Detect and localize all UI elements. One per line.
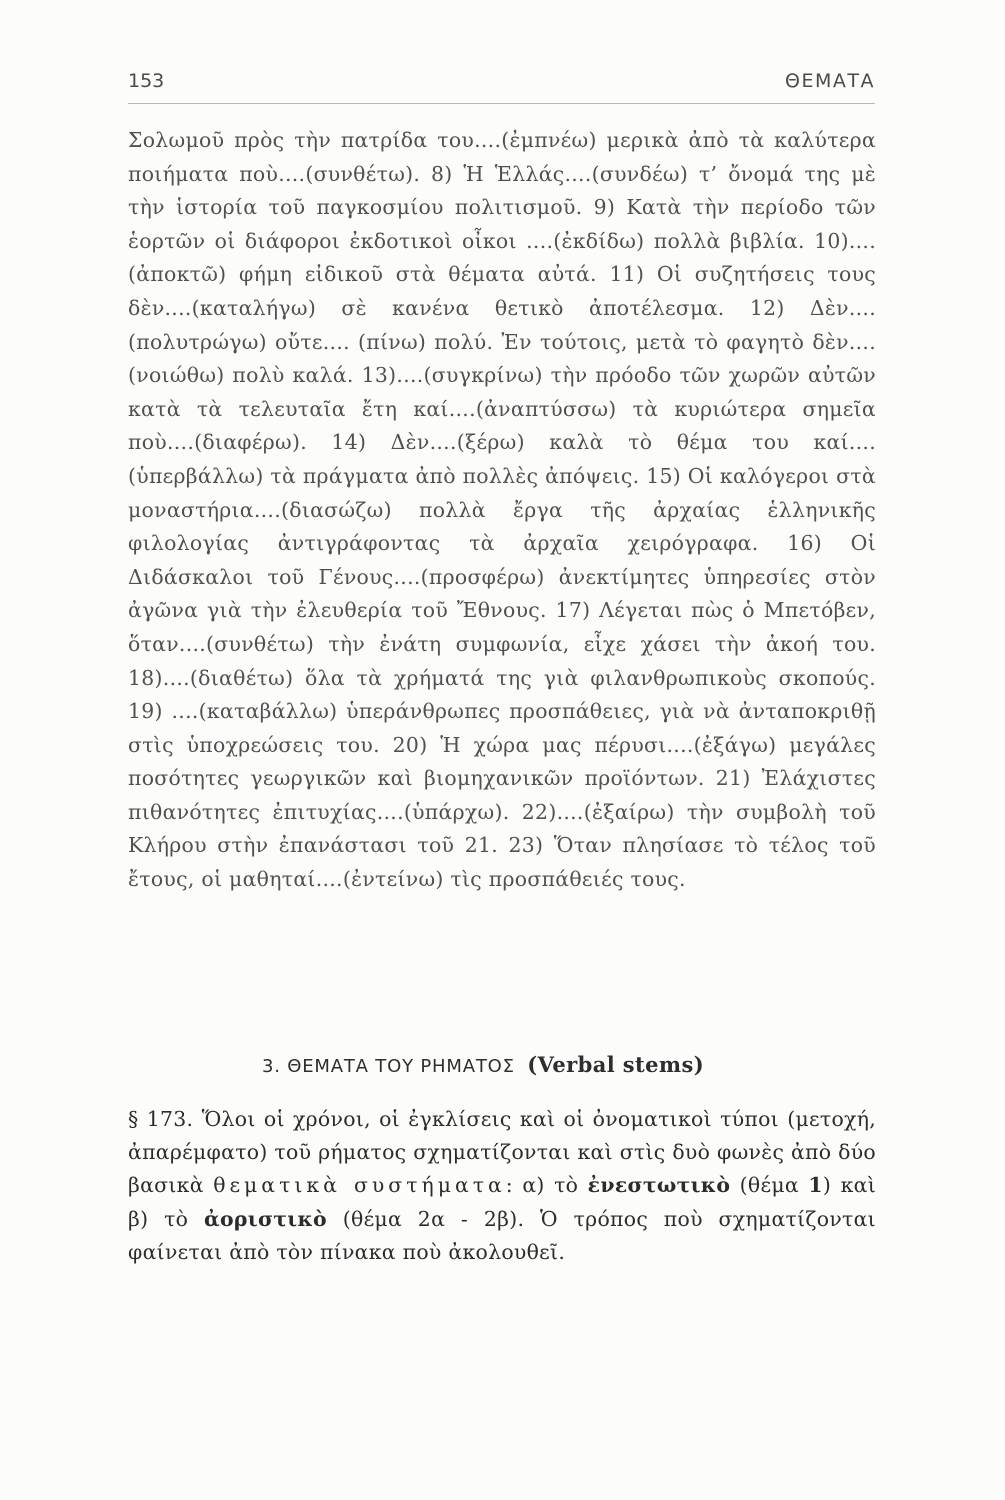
spaced-term: θεματικὰ συστήματα [213,1173,506,1198]
present-stem: (θέμα [739,1173,799,1198]
paragraph-173-lead: § 173. Ὅλοι οἱ χρόνοι, οἱ ἐγκλίσεις καὶ οἱ ὀνοματικοὶ τύποι (μετοχή, ἀπαρέμφατο) τοῦ ρήματος σχηματίζονται καὶ στὶς δυὸ φωνὲς ἀπὸ δύο βασικὰ [128,1107,876,1198]
after-term: : α) τὸ [505,1173,579,1198]
exercise-paragraph: Σολωμοῦ πρὸς τὴν πατρίδα του....(ἐμπνέω) μερικὰ ἀπὸ τὰ καλύτερα ποιήματα ποὺ....(συνθέτω). 8) Ἡ Ἑλλάς....(συνδέω) τ’ ὄνομά της μὲ τὴν ἱστορία τοῦ παγκοσμίου πολιτισμοῦ. 9) Κατὰ τὴν περίοδο τῶν ἑορτῶν οἱ διάφοροι ἐκδοτικοὶ οἶκοι ....(ἐκδίδω) πολλὰ βιβλία. 10)....(ἀποκτῶ) φήμη εἰδικοῦ στὰ θέματα αὐτά. 11) Οἱ συζητήσεις τους δὲν....(καταλήγω) σὲ κανένα θετικὸ ἀποτέλεσμα. 12) Δὲν....(πολυτρώγω) οὔτε.... (πίνω) πολύ. Ἐν τούτοις, μετὰ τὸ φαγητὸ δὲν....(νοιώθω) πολὺ καλά. 13)....(συγκρίνω) τὴν πρόοδο τῶν χωρῶν αὐτῶν κατὰ τὰ τελευταῖα ἔτη καί....(ἀναπτύσσω) τὰ κυριώτερα σημεῖα ποὺ....(διαφέρω). 14) Δὲν....(ξέρω) καλὰ τὸ θέμα του καί....(ὑπερβάλλω) τὰ πράγματα ἀπὸ πολλὲς ἀπόψεις. 15) Οἱ καλόγεροι στὰ μοναστήρια....(διασώζω) πολλὰ ἔργα τῆς ἀρχαίας ἑλληνικῆς φιλολογίας ἀντιγράφοντας τὰ ἀρχαῖα χειρόγραφα. 16) Οἱ Διδάσκαλοι τοῦ Γένους....(προσφέρω) ἀνεκτίμητες ὑπηρεσίες στὸν ἀγῶνα γιὰ τὴν ἐλευθερία τοῦ Ἔθνους. 17) Λέγεται πὼς ὁ Μπετόβεν, ὅταν....(συνθέτω) τὴν ἐνάτη συμφωνία, εἶχε χάσει τὴν ἀκοή του. 18)....(διαθέτω) ὅλα τὰ χρήματά της γιὰ φιλανθρωπικοὺς σκοπούς. 19) ....(καταβάλλω) ὑπεράνθρωπες προσπάθειες, γιὰ νὰ ἀνταποκριθῇ στὶς ὑποχρεώσεις του. 20) Ἡ χώρα μας πέρυσι....(ἐξάγω) μεγάλες ποσότητες γεωργικῶν καὶ βιομηχανικῶν προϊόντων. 21) Ἐλάχιστες πιθανότητες ἐπιτυχίας....(ὑπάρχω). 22)....(ἐξαίρω) τὴν συμβολὴ τοῦ Κλήρου στὴν ἐπανάστασι τοῦ 21. 23) Ὅταν πλησίασε τὸ τέλος τοῦ ἔτους, οἱ μαθηταί....(ἐντείνω) τὶς προσπάθειές τους. [128,128,876,892]
mid-text: ) καὶ β) τὸ [128,1173,876,1231]
paragraph-173 [128,1103,876,1269]
page-number: 153 [128,70,165,92]
aorist-stem: (θέμα 2α - 2β). [342,1206,525,1231]
header-rule [128,103,875,104]
stem-1: 1 [808,1173,823,1198]
term-aorist: ἀοριστικὸ [204,1206,327,1231]
running-head [128,70,875,104]
running-title: ΘΕΜΑΤΑ [785,70,875,92]
section-heading-english: (Verbal stems) [527,1052,705,1077]
section-heading [262,1052,704,1077]
term-present: ἐνεστωτικὸ [587,1173,731,1198]
paragraph-173-ending: Ὁ τρόπος ποὺ σχηματίζονται φαίνεται ἀπὸ τὸν πίνακα ποὺ ἀκολουθεῖ. [128,1206,876,1264]
section-heading-greek: 3. ΘΕΜΑΤΑ ΤΟΥ ΡΗΜΑΤΟΣ [262,1056,515,1077]
